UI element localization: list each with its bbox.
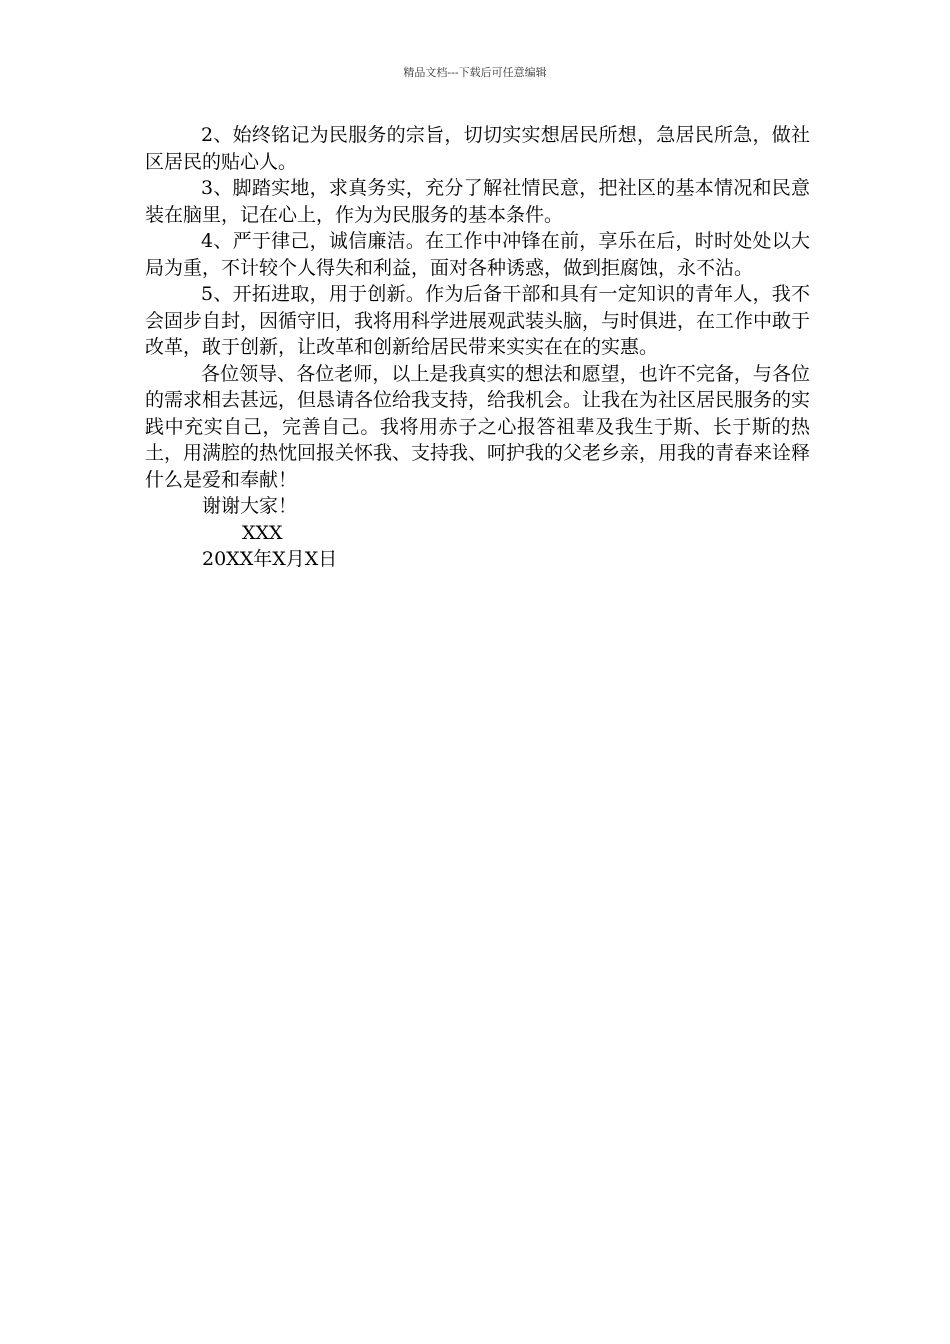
date-line: 20XX年X月X日 [202, 548, 338, 570]
thanks-line: 谢谢大家！ [202, 495, 298, 517]
paragraph-item-2: 2、始终铭记为民服务的宗旨，切切实实想居民所想，急居民所急，做社区居民的贴心人。 [145, 124, 810, 173]
page-header: 精品文档---下载后可任意编辑 [403, 66, 547, 79]
closing-paragraph: 各位领导、各位老师，以上是我真实的想法和愿望，也许不完备，与各位的需求相去甚远，但恳请各位给我支持，给我机会。让我在为社区居民服务的实践中充实自己，完善自己。我将用赤子之心报答祖辈及我生于斯、长于斯的热土，用满腔的热忱回报关怀我、支持我、呵护我的父老乡亲，用我的青春来诠释什么是爱和奉献！ [145, 362, 811, 491]
document-body [145, 122, 810, 573]
paragraph-item-5: 5、开拓进取，用于创新。作为后备干部和具有一定知识的青年人，我不会固步自封，因循守旧，我将用科学进展观武装头脑，与时俱进，在工作中敢于改革，敢于创新，让改革和创新给居民带来实实在在的实惠。 [145, 283, 811, 358]
paragraph-item-4: 4、严于律己，诚信廉洁。在工作中冲锋在前，享乐在后，时时处处以大局为重，不计较个人得失和利益，面对各种诱惑，做到拒腐蚀，永不沾。 [145, 230, 810, 279]
paragraph-item-3: 3、脚踏实地，求真务实，充分了解社情民意，把社区的基本情况和民意装在脑里，记在心上，作为为民服务的基本条件。 [145, 177, 810, 226]
signature: XXX [242, 521, 283, 544]
